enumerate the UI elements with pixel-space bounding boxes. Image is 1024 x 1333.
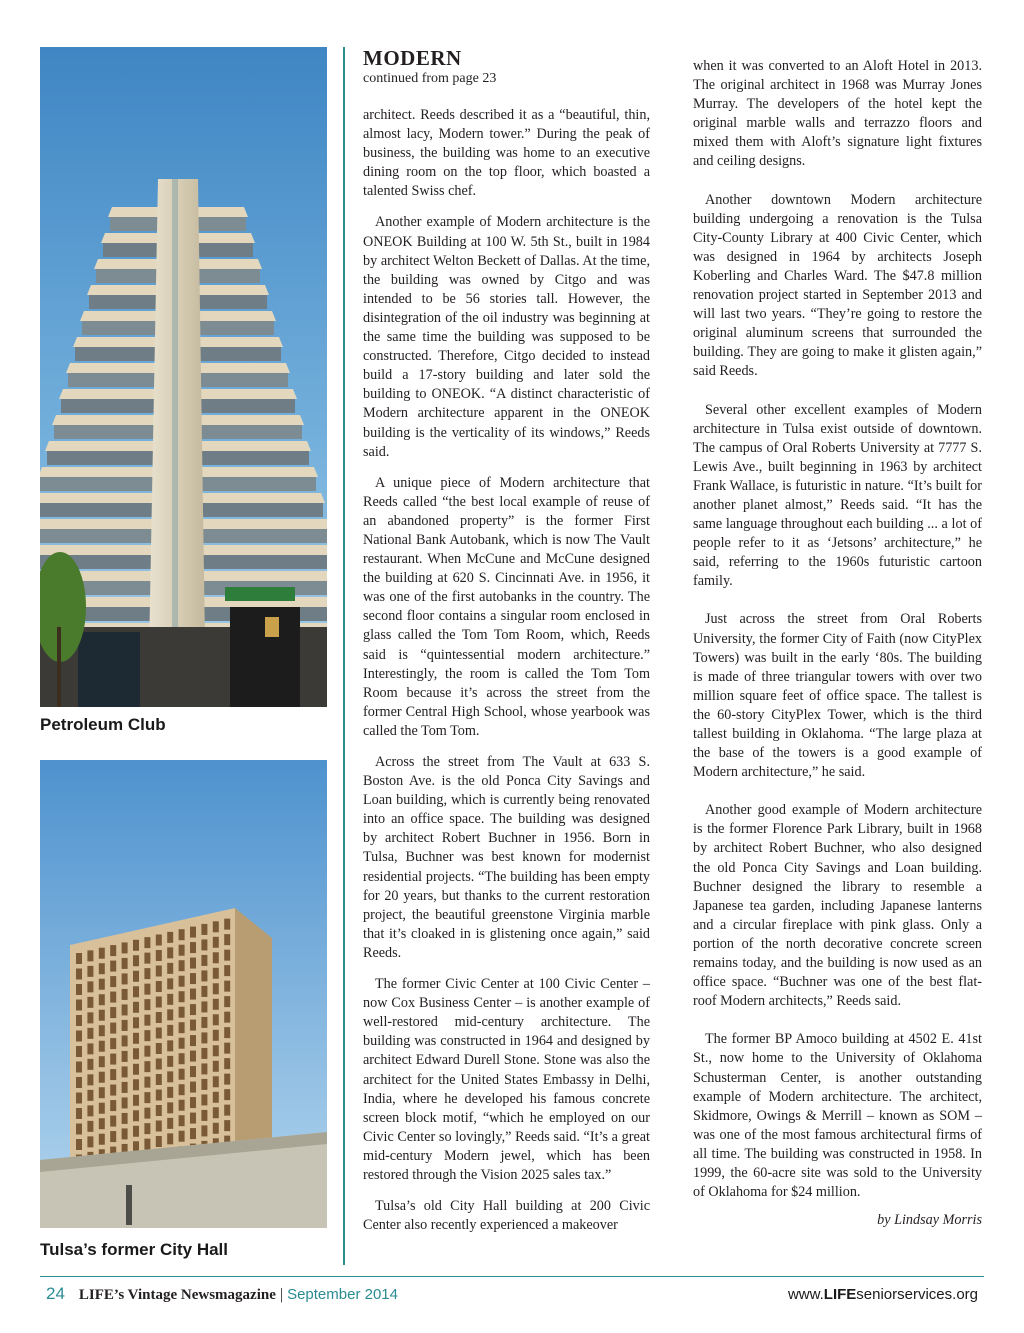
website-link[interactable] [788,1286,978,1303]
paragraph: when it was converted to an Aloft Hotel in 2013. The original architect in 1968 was Murray Jones Murray. The developers of the hotel kept the original marble walls and terrazzo floors and mixed them with Aloft’s signature light fixtures and ceiling designs. [693,58,982,170]
former-city-hall-photo [40,760,327,1228]
paragraph: Another good example of Modern architecture is the former Florence Park Library, built in 1968 by architect Robert Buchner, who also designed the old Ponca City Savings and Loan building. Buchner designed the library to resemble a Japanese tea garden, including Japanese lanterns and a circular fireplace with pink glass. Only a portion of the north decorative concrete screen remains today, and the building is now used as an office space. “Buchner was one of the best flat-roof Modern architects,” Reeds said. [693,802,982,1010]
byline: by Lindsay Morris [877,1212,982,1229]
footer-separator: | [279,1286,284,1303]
paragraph: architect. Reeds described it as a “beautiful, thin, almost lacy, Modern tower.” During the peak of business, the building was home to an executive dining room on the top floor, which boasted a talented Swiss chef. [363,107,650,200]
former-city-hall-caption: Tulsa’s former City Hall [40,1240,228,1259]
paragraph: Several other excellent examples of Modern architecture in Tulsa exist outside of downtown. The campus of Oral Roberts University at 7777 S. Lewis Ave., built beginning in 1963 by architect Frank Wallace, is futuristic in nature. “It’s built for another planet almost,” Reeds said. “It has the same language throughout each building ... a lot of people refer to it as ‘Jetsons’ architecture,” he said, referring to the 1960s futuristic cartoon family. [693,401,982,590]
paragraph: The former Civic Center at 100 Civic Center – now Cox Business Center – is another example of well-restored mid-century architecture. The building was constructed in 1964 and designed by architect Edward Durell Stone. Stone was also the architect for the United States Embassy in Delhi, India, where he developed his famous concrete screen block motif, “which he employed on our Civic Center so lovingly,” Reeds said. “It’s a great mid-century Modern jewel, which has been restored through the Vision 2025 sales tax.” [363,976,650,1183]
paragraph: The former BP Amoco building at 4502 E. 41st St., now home to the University of Oklahoma Schusterman Center, is another outstanding example of Modern architecture. The architect, Skidmore, Owings & Merrill – known as SOM – was one of the most famous architectural firms of all time. The building was constructed in 1958. In 1999, the 60-acre site was sold to the University of Oklahoma for $24 million. [693,1031,982,1201]
website-suffix: seniorservices.org [856,1286,978,1303]
article-column-right [693,57,982,1249]
paragraph: Another example of Modern architecture is the ONEOK Building at 100 W. 5th St., built in 1984 by architect Welton Beckett of Dallas. At the time, the building was owned by Citgo and was intended to be 56 stories tall. However, the disintegration of the oil industry was beginning at the same time the building was supposed to be constructed. Therefore, Citgo decided to instead build a 17-story building and later sold the building to ONEOK. “A distinct characteristic of Modern architecture apparent in the ONEOK building is the verticality of its windows,” Reeds said. [363,214,650,460]
paragraph: Another downtown Modern architecture building undergoing a renovation is the Tulsa City-County Library at 400 Civic Center, which was designed in 1964 by architects Joseph Koberling and Charles Ward. The $47.8 million renovation project started in September 2013 and will last two years. “They’re going to restore the original aluminum screens that surrounded the building. They are going to make it glisten again,” said Reeds. [693,191,982,380]
issue-date: September 2014 [287,1286,398,1303]
continued-note: continued from page 23 [363,71,497,86]
paragraph: Just across the street from Oral Roberts University, the former City of Faith (now CityPlex Towers) was built in the early ‘80s. The building is made of three triangular towers with over two million square feet of office space. The tallest is the 60-story CityPlex Tower, which is the third tallest building in Oklahoma. “The large plaza at the base of the towers is a good example of Modern architecture,” he said. [693,611,982,781]
website-brand: LIFE [823,1286,857,1303]
publication-name: LIFE’s Vintage Newsmagazine [78,1287,276,1303]
column-divider [343,47,345,1265]
paragraph: Across the street from The Vault at 633 S. Boston Ave. is the old Ponca City Savings and Loan building, which is currently being renovated into an office space. The building was designed by architect Robert Buchner in 1956. Born in Tulsa, Buchner was best known for modernist residential projects. “The building has been empty for 20 years, but thanks to the current restoration project, the beautiful greenstone Virginia marble that it’s cloaked in is glistening once again,” said Reeds. [363,754,650,961]
petroleum-club-photo [40,47,327,707]
article-column-middle [363,106,650,1247]
article-heading: MODERN [363,46,462,70]
website-prefix: www. [787,1286,824,1303]
paragraph: Tulsa’s old City Hall building at 200 Civic Center also recently experienced a makeover [363,1198,650,1234]
petroleum-club-caption: Petroleum Club [40,715,166,734]
paragraph: A unique piece of Modern architecture that Reeds called “the best local example of reuse of an abandoned property” is the former First National Bank Autobank, which is now The Vault restaurant. When McCune and McCune designed the building at 620 S. Cincinnati Ave. in 1956, it was one of the first autobanks in the country. The second floor contains a singular room enclosed in glass called the Tom Tom Room, which, Reeds said is “quintessential modern architecture.” Interestingly, the room is called the Tom Tom Room because it’s across the street from the former Central High School, whose yearbook was called the Tom Tom. [363,474,650,739]
page-number: 24 [46,1284,65,1303]
footer-publication [46,1284,398,1304]
footer-divider [40,1276,984,1277]
